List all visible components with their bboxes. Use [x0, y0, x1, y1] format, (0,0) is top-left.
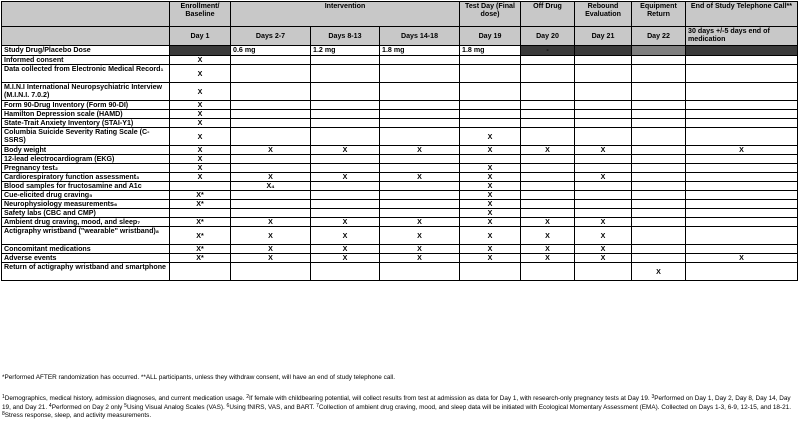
row-cell	[170, 263, 231, 281]
row-cell	[686, 182, 798, 191]
row-cell	[231, 191, 311, 200]
row-cell	[575, 128, 632, 146]
row-cell	[231, 209, 311, 218]
footnote-marker: 8	[2, 411, 5, 417]
row-cell	[521, 209, 575, 218]
row-cell	[632, 182, 686, 191]
header-days-corner	[2, 27, 170, 46]
row-cell: X	[460, 245, 521, 254]
header-day: Day 1	[170, 27, 231, 46]
dose-label: Study Drug/Placebo Dose	[2, 46, 170, 56]
footnote-star: *Performed AFTER randomization has occurred. **ALL participants, unless they withdraw consent, will have an end of study telephone call.	[2, 374, 395, 381]
row-cell: X	[460, 164, 521, 173]
row-cell: X	[460, 146, 521, 155]
schedule-of-assessments-table	[1, 1, 798, 281]
table-row	[2, 263, 798, 281]
row-label: Actigraphy wristband ("wearable" wristband)₈	[2, 227, 170, 245]
row-cell: X	[380, 173, 460, 182]
table-row	[2, 173, 798, 182]
row-cell	[380, 263, 460, 281]
row-cell	[231, 164, 311, 173]
dose-cell	[170, 46, 231, 56]
row-cell	[311, 164, 380, 173]
row-label: Ambient drug craving, mood, and sleep₇	[2, 218, 170, 227]
row-cell: X	[521, 227, 575, 245]
footnote-marker: 1	[2, 394, 5, 400]
row-cell: X*	[170, 218, 231, 227]
row-cell: X	[231, 173, 311, 182]
row-cell	[632, 146, 686, 155]
row-cell: X*	[170, 254, 231, 263]
header-day: 30 days +/-5 days end of medication	[686, 27, 798, 46]
row-cell: X	[231, 227, 311, 245]
dose-row	[2, 46, 798, 56]
row-cell: X*	[170, 191, 231, 200]
row-cell	[460, 65, 521, 83]
row-cell	[231, 200, 311, 209]
row-cell	[231, 119, 311, 128]
row-label: Adverse events	[2, 254, 170, 263]
row-cell	[380, 155, 460, 164]
row-cell: X	[575, 227, 632, 245]
row-cell	[632, 218, 686, 227]
header-off-drug: Off Drug	[521, 2, 575, 27]
row-cell: X	[686, 254, 798, 263]
row-cell: X	[521, 254, 575, 263]
header-intervention: Intervention	[231, 2, 460, 27]
row-cell	[521, 65, 575, 83]
footnote-text: If female with childbearing potential, will collect results from test at admission as data for Day 1, with research-only pregnancy tests at Day 19.	[249, 395, 650, 402]
row-cell: X	[575, 146, 632, 155]
row-cell: X	[170, 110, 231, 119]
row-cell: X	[686, 146, 798, 155]
row-label: 12-lead electrocardiogram (EKG)	[2, 155, 170, 164]
row-cell	[686, 191, 798, 200]
row-cell	[521, 155, 575, 164]
row-cell	[311, 110, 380, 119]
row-cell: X	[311, 245, 380, 254]
row-label: Form 90-Drug Inventory (Form 90-DI)	[2, 101, 170, 110]
row-label: Hamilton Depression scale (HAMD)	[2, 110, 170, 119]
row-cell: X	[575, 218, 632, 227]
row-cell	[460, 155, 521, 164]
footnote-text: Collection of ambient drug craving, mood, and sleep data will be initiated with Ecological Momentary Assessment (EMA). Collected on Days 1-3, 6-9, 12-15, and 18-21.	[318, 403, 791, 411]
row-cell	[231, 128, 311, 146]
row-cell	[460, 263, 521, 281]
header-end-call: End of Study Telephone Call**	[686, 2, 798, 27]
row-cell: X	[231, 146, 311, 155]
header-row-days	[2, 27, 798, 46]
row-cell: X	[521, 146, 575, 155]
row-cell	[170, 209, 231, 218]
row-cell: X	[380, 146, 460, 155]
row-cell	[311, 191, 380, 200]
row-cell	[632, 155, 686, 164]
row-label: Columbia Suicide Severity Rating Scale (C-SSRS)	[2, 128, 170, 146]
row-cell	[521, 56, 575, 65]
table-row	[2, 101, 798, 110]
table-row	[2, 209, 798, 218]
table-row	[2, 110, 798, 119]
row-label: Blood samples for fructosamine and A1c	[2, 182, 170, 191]
row-cell	[460, 83, 521, 101]
row-label: Pregnancy test₂	[2, 164, 170, 173]
row-cell: X	[170, 101, 231, 110]
row-cell	[686, 128, 798, 146]
row-cell	[575, 182, 632, 191]
row-cell	[632, 128, 686, 146]
row-cell	[575, 191, 632, 200]
row-cell	[575, 200, 632, 209]
row-cell	[380, 110, 460, 119]
header-corner	[2, 2, 170, 27]
header-day: Day 22	[632, 27, 686, 46]
row-cell: X	[460, 173, 521, 182]
row-cell	[380, 209, 460, 218]
row-cell	[380, 83, 460, 101]
dose-cell: -	[521, 46, 575, 56]
row-cell: X	[460, 218, 521, 227]
row-cell: X	[460, 227, 521, 245]
row-cell	[632, 164, 686, 173]
table-row	[2, 128, 798, 146]
row-cell	[632, 173, 686, 182]
row-cell	[521, 101, 575, 110]
row-cell	[575, 164, 632, 173]
row-cell: X	[170, 173, 231, 182]
row-cell	[575, 56, 632, 65]
row-cell	[521, 128, 575, 146]
row-cell	[460, 56, 521, 65]
row-cell: X	[460, 128, 521, 146]
row-cell	[380, 182, 460, 191]
row-cell	[632, 65, 686, 83]
header-enrollment: Enrollment/ Baseline	[170, 2, 231, 27]
row-cell	[380, 65, 460, 83]
row-cell	[231, 83, 311, 101]
row-cell	[521, 182, 575, 191]
row-cell: X	[380, 227, 460, 245]
row-cell	[632, 119, 686, 128]
row-cell: X*	[170, 245, 231, 254]
row-cell	[380, 200, 460, 209]
row-cell: X	[231, 245, 311, 254]
row-cell: X	[231, 218, 311, 227]
table-row	[2, 200, 798, 209]
row-cell	[632, 209, 686, 218]
row-cell	[231, 56, 311, 65]
row-label: State-Trait Anxiety Inventory (STAI-Y1)	[2, 119, 170, 128]
header-day: Day 20	[521, 27, 575, 46]
footnote-text: Using fNIRS, VAS, and BART.	[229, 403, 315, 411]
row-cell: X	[170, 83, 231, 101]
footnote-marker: 3	[651, 394, 655, 400]
table-row	[2, 119, 798, 128]
footnote-marker: 5	[124, 402, 127, 409]
table-row	[2, 245, 798, 254]
row-cell: X	[460, 191, 521, 200]
row-cell	[632, 101, 686, 110]
row-cell	[575, 119, 632, 128]
row-label: Concomitant medications	[2, 245, 170, 254]
row-cell	[311, 182, 380, 191]
row-cell: X	[170, 65, 231, 83]
row-cell	[311, 56, 380, 65]
row-label: Cue-elicited drug craving₅	[2, 191, 170, 200]
footnote-text: Performed on Day 2 only	[51, 403, 123, 411]
row-cell	[632, 83, 686, 101]
dose-cell	[575, 46, 632, 56]
row-cell: X	[380, 254, 460, 263]
row-label: Cardiorespiratory function assessment₃	[2, 173, 170, 182]
header-day: Day 21	[575, 27, 632, 46]
row-cell	[632, 245, 686, 254]
row-cell	[575, 110, 632, 119]
row-cell	[686, 110, 798, 119]
footnote-text: Performed on Day 1, Day 2, Day 8, Day 14, Day 19, and Day 21.	[2, 395, 791, 411]
row-label: Neurophysiology measurements₆	[2, 200, 170, 209]
table-row	[2, 227, 798, 245]
row-cell	[521, 119, 575, 128]
row-cell	[311, 263, 380, 281]
row-cell: X*	[170, 227, 231, 245]
header-day: Days 2-7	[231, 27, 311, 46]
footnote-marker: 7	[316, 402, 319, 409]
row-cell	[521, 110, 575, 119]
table-row	[2, 191, 798, 200]
row-cell	[231, 65, 311, 83]
row-cell	[632, 191, 686, 200]
table-row	[2, 83, 798, 101]
row-cell: X	[575, 254, 632, 263]
row-cell	[686, 101, 798, 110]
row-cell: X	[170, 128, 231, 146]
row-cell: X	[632, 263, 686, 281]
row-cell	[686, 65, 798, 83]
header-rebound: Rebound Evaluation	[575, 2, 632, 27]
row-label: M.I.N.I International Neuropsychiatric Interview (M.I.N.I. 7.0.2)	[2, 83, 170, 101]
row-cell	[686, 56, 798, 65]
row-cell	[311, 128, 380, 146]
dose-cell: 0.6 mg	[231, 46, 311, 56]
row-cell	[575, 65, 632, 83]
row-label: Safety labs (CBC and CMP)	[2, 209, 170, 218]
row-cell: X	[380, 245, 460, 254]
row-cell: X	[231, 254, 311, 263]
row-cell	[231, 155, 311, 164]
row-cell	[311, 65, 380, 83]
row-cell	[632, 227, 686, 245]
dose-cell: 1.8 mg	[460, 46, 521, 56]
footnote-marker: 2	[246, 394, 249, 400]
row-cell	[380, 191, 460, 200]
row-cell	[311, 200, 380, 209]
table-row	[2, 182, 798, 191]
row-cell	[521, 83, 575, 101]
header-test-day: Test Day (Final dose)	[460, 2, 521, 27]
row-cell	[460, 101, 521, 110]
row-cell	[460, 119, 521, 128]
row-cell	[575, 83, 632, 101]
row-cell	[575, 263, 632, 281]
row-cell	[170, 182, 231, 191]
row-cell: X₄	[231, 182, 311, 191]
footnote-marker: 6	[226, 402, 230, 409]
header-row-phases	[2, 2, 798, 27]
row-cell	[231, 101, 311, 110]
row-cell: X	[460, 182, 521, 191]
row-label: Return of actigraphy wristband and smartphone	[2, 263, 170, 281]
row-cell	[521, 263, 575, 281]
row-cell	[311, 101, 380, 110]
row-cell	[380, 164, 460, 173]
row-cell: X	[170, 146, 231, 155]
row-cell: X	[575, 173, 632, 182]
table-row	[2, 65, 798, 83]
row-cell	[311, 83, 380, 101]
row-cell	[521, 173, 575, 182]
row-cell	[632, 110, 686, 119]
assessment-rows	[2, 56, 798, 281]
row-cell: X	[521, 218, 575, 227]
row-label: Data collected from Electronic Medical Record₁	[2, 65, 170, 83]
row-cell: X	[170, 119, 231, 128]
row-cell: X	[521, 245, 575, 254]
header-equipment: Equipment Return	[632, 2, 686, 27]
row-cell	[686, 263, 798, 281]
row-cell	[231, 110, 311, 119]
row-cell	[686, 173, 798, 182]
row-cell	[686, 155, 798, 164]
row-cell: X	[170, 56, 231, 65]
table-row	[2, 164, 798, 173]
row-cell: X	[380, 218, 460, 227]
footnote-text: Demographics, medical history, admission diagnoses, and current medication usage.	[4, 395, 245, 402]
footnote-text: Using Visual Analog Scales (VAS).	[126, 403, 225, 411]
row-cell	[575, 101, 632, 110]
row-cell	[686, 200, 798, 209]
row-cell: X	[311, 227, 380, 245]
footnote-text: Stress response, sleep, and activity measurements.	[4, 412, 152, 419]
row-cell	[632, 56, 686, 65]
header-day: Days 14-18	[380, 27, 460, 46]
row-cell	[521, 164, 575, 173]
row-cell	[686, 83, 798, 101]
row-cell: X	[575, 245, 632, 254]
row-cell	[686, 227, 798, 245]
table-row	[2, 218, 798, 227]
row-cell	[686, 164, 798, 173]
row-cell	[311, 209, 380, 218]
row-cell	[380, 56, 460, 65]
row-cell: X	[460, 209, 521, 218]
row-cell	[311, 119, 380, 128]
table-row	[2, 146, 798, 155]
row-cell	[521, 191, 575, 200]
row-cell	[686, 245, 798, 254]
dose-cell	[632, 46, 686, 56]
row-cell	[311, 155, 380, 164]
row-cell: X	[460, 254, 521, 263]
row-cell	[632, 254, 686, 263]
row-cell	[460, 110, 521, 119]
row-cell	[686, 218, 798, 227]
row-cell	[380, 119, 460, 128]
row-cell: X	[311, 254, 380, 263]
row-cell	[521, 200, 575, 209]
row-cell	[380, 128, 460, 146]
dose-cell: 1.8 mg	[380, 46, 460, 56]
row-cell	[575, 155, 632, 164]
row-cell: X	[311, 146, 380, 155]
table-row	[2, 56, 798, 65]
row-cell	[632, 200, 686, 209]
row-cell: X	[170, 155, 231, 164]
row-cell	[686, 119, 798, 128]
dose-cell	[686, 46, 798, 56]
header-day: Day 19	[460, 27, 521, 46]
footnote-marker: 4	[48, 402, 52, 409]
footnote-numbered	[2, 395, 792, 421]
row-label: Body weight	[2, 146, 170, 155]
row-cell	[686, 209, 798, 218]
row-cell: X	[170, 164, 231, 173]
row-cell: X	[460, 200, 521, 209]
dose-cell: 1.2 mg	[311, 46, 380, 56]
row-cell: X*	[170, 200, 231, 209]
table-row	[2, 254, 798, 263]
row-cell	[380, 101, 460, 110]
row-cell	[231, 263, 311, 281]
row-cell: X	[311, 218, 380, 227]
table-row	[2, 155, 798, 164]
row-label: Informed consent	[2, 56, 170, 65]
row-cell: X	[311, 173, 380, 182]
row-cell	[575, 209, 632, 218]
header-day: Days 8-13	[311, 27, 380, 46]
